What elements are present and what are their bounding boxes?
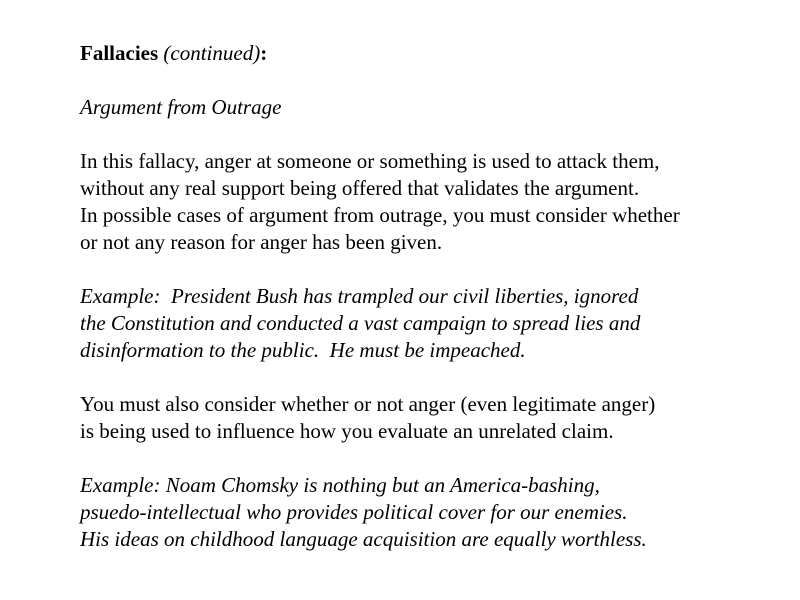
paragraph-definition [80, 148, 790, 256]
text-line: In this fallacy, anger at someone or something is used to attack them, [80, 149, 660, 173]
title-paren: (continued) [163, 41, 261, 65]
spacer [80, 67, 790, 94]
example-line: psuedo-intellectual who provides political cover for our enemies. [80, 500, 628, 524]
subtitle: Argument from Outrage [80, 95, 282, 119]
example-line: disinformation to the public. He must be impeached. [80, 338, 526, 362]
text-line: without any real support being offered that validates the argument. [80, 176, 640, 200]
title-colon: : [260, 41, 268, 65]
spacer [80, 121, 790, 148]
title-main: Fallacies [80, 41, 159, 65]
text-line: or not any reason for anger has been given. [80, 230, 443, 254]
example-line: Example: Noam Chomsky is nothing but an America-bashing, [80, 473, 600, 497]
slide-content [80, 40, 790, 553]
example-line: the Constitution and conducted a vast campaign to spread lies and [80, 311, 641, 335]
example-line: His ideas on childhood language acquisition are equally worthless. [80, 527, 647, 551]
spacer [80, 445, 790, 472]
example-2 [80, 472, 790, 553]
paragraph-unrelated-claim [80, 391, 790, 445]
spacer [80, 364, 790, 391]
example-line: Example: President Bush has trampled our civil liberties, ignored [80, 284, 639, 308]
slide-title [80, 40, 790, 67]
spacer [80, 256, 790, 283]
example-1 [80, 283, 790, 364]
text-line: You must also consider whether or not anger (even legitimate anger) [80, 392, 656, 416]
text-line: is being used to influence how you evaluate an unrelated claim. [80, 419, 614, 443]
text-line: In possible cases of argument from outrage, you must consider whether [80, 203, 680, 227]
